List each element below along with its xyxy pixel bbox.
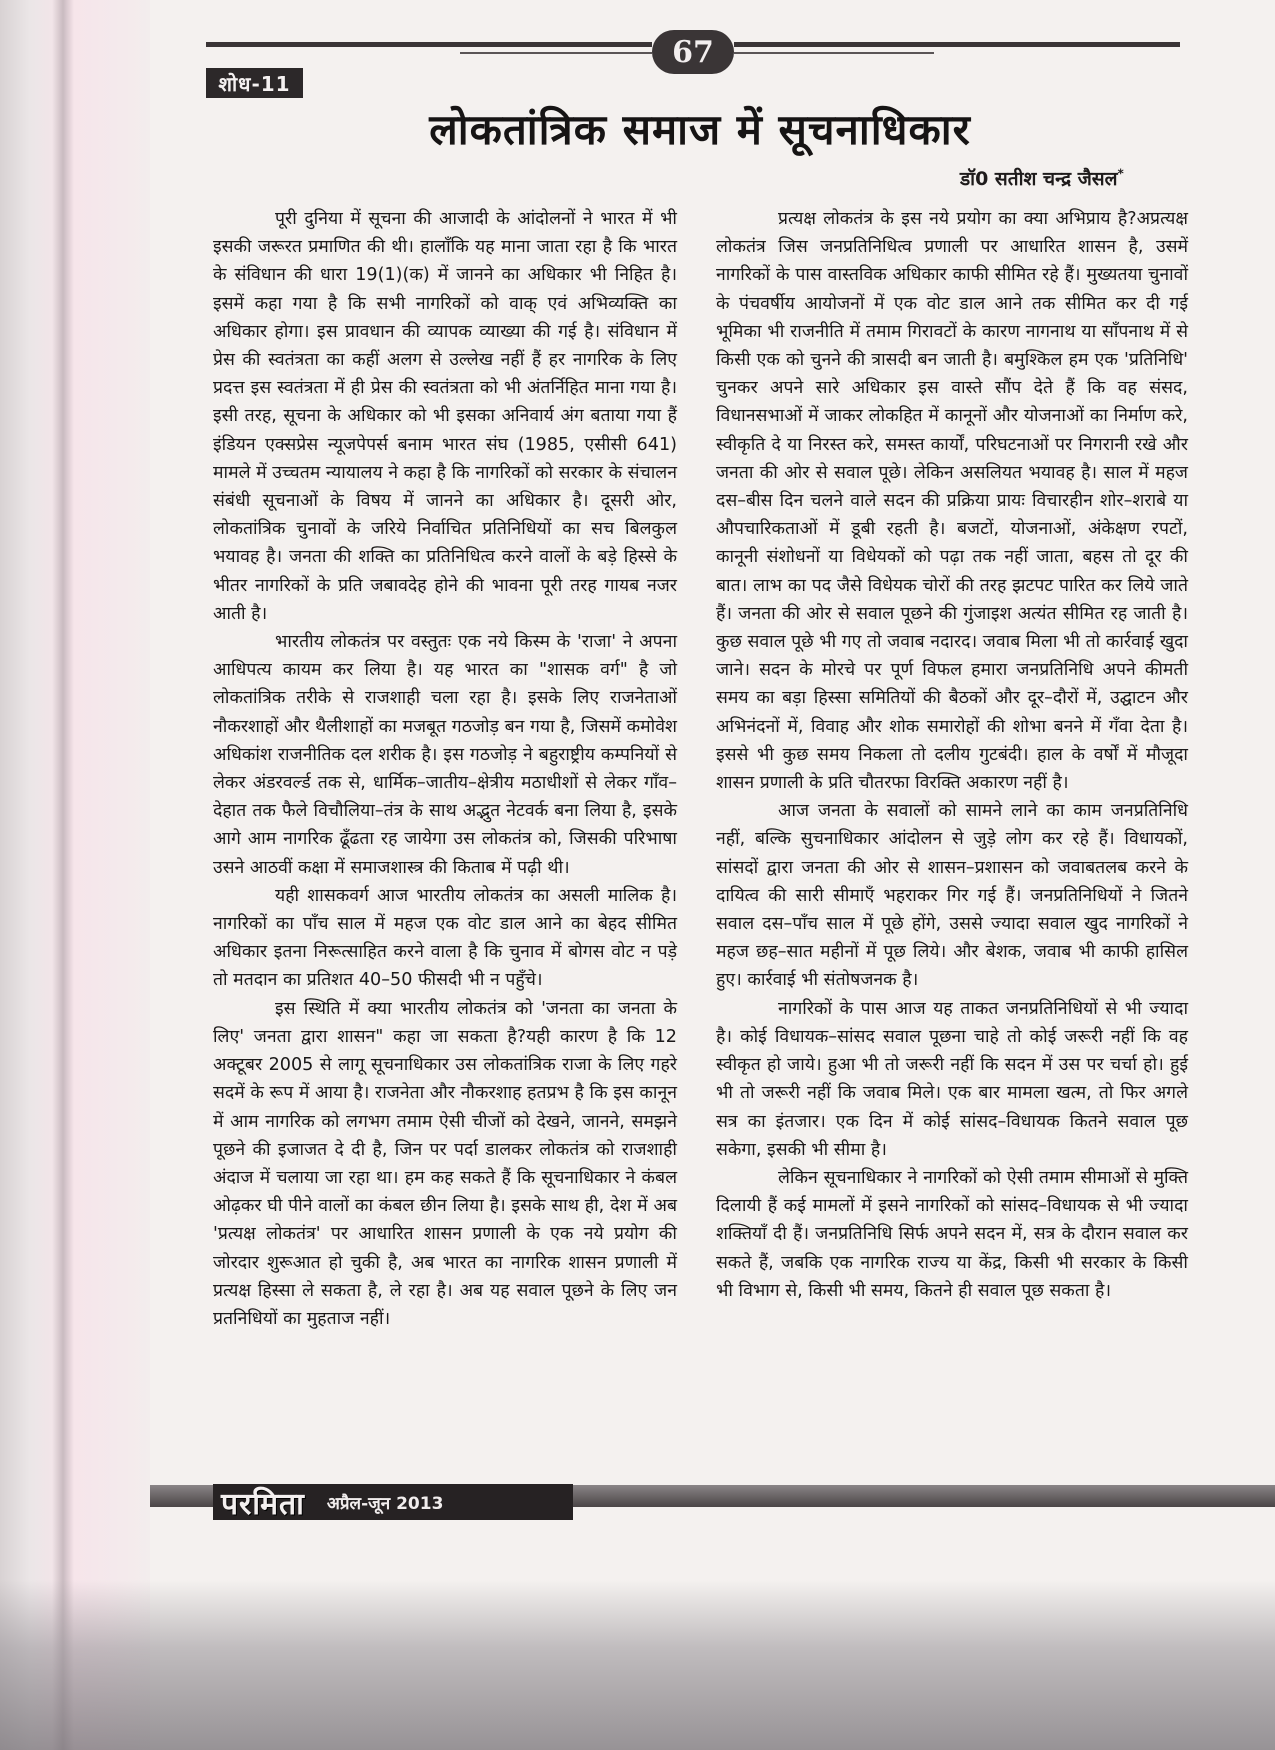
scan-shadow-left: [0, 0, 150, 1750]
header-rule-right: [734, 42, 1180, 47]
header-rule-left-thin: [460, 52, 652, 54]
bleed-through-left: [213, 98, 373, 198]
paragraph: यही शासकवर्ग आज भारतीय लोकतंत्र का असली मालिक है। नागरिकों का पाँच साल में महज एक वोट डाल आने का बेहद सीमित अधिकार इतना निरूत्साहित करने वाला है कि चुनाव में बोगस वोट न पड़े तो मतदान का प्रतिशत 40–50 फीसदी भी न पहुँचे।: [213, 885, 677, 991]
paragraph: इस स्थिति में क्या भारतीय लोकतंत्र को 'जनता का जनता के लिए' जनता द्वारा शासन" कहा जा सकता है?यही कारण है कि 12 अक्टूबर 2005 से लागू सूचनाधिकार उस लोकतांत्रिक राजा के लिए गहरे सदमें के रूप में आया है। राजनेता और नौकरशाह हतप्रभ है कि इस कानून में आम नागरिक को लगभग तमाम ऐसी चीजों को देखने, जानने, समझने पूछने की इजाजत दे दी है, जिन पर पर्दा डालकर लोकतंत्र को राजशाही अंदाज में चलाया जा रहा था। हम कह सकते हैं कि सूचनाधिकार ने कंबल ओढ़कर घी पीने वालों का कंबल छीन लिया है। इसके साथ ही, देश में अब 'प्रत्यक्ष लोकतंत्र' पर आधारित शासन प्रणाली के एक नये प्रयोग की जोरदार शुरूआत हो चुकी है, अब भारत का नागरिक शासन प्रणाली में प्रत्यक्ष हिस्सा ले सकता है, ले रहा है। अब यह सवाल पूछने के लिए जन प्रतनिधियों का मुहताज नहीं।: [213, 998, 677, 1329]
header-rule-left: [206, 42, 652, 47]
page-number: 67: [672, 34, 714, 70]
section-tag: शोध-11: [206, 68, 303, 98]
paragraph: आज जनता के सवालों को सामने लाने का काम जनप्रतिनिधि नहीं, बल्कि सुचनाधिकार आंदोलन से जुड़े लोग कर रहे हैं। विधायकों, सांसदों द्वारा जनता की ओर से शासन–प्रशासन को जवाबतलब करने के दायित्व की सारी सीमाएँ भहराकर गिर गई हैं। जनप्रतिनिधियों ने जितने सवाल दस–पाँच साल में पूछे होंगे, उससे ज्यादा सवाल खुद नागरिकों ने महज छह–सात महीनों में पूछ लिये। और बेशक, जवाब भी काफी हासिल हुए। कार्रवाई भी संतोषजनक है।: [716, 801, 1188, 991]
footer-band: [213, 1484, 573, 1520]
magazine-logo: परमिता: [221, 1486, 305, 1522]
header-rule-right-thin: [734, 52, 934, 54]
paragraph: पूरी दुनिया में सूचना की आजादी के आंदोलनों ने भारत में भी इसकी जरूरत प्रमाणित की थी। हालाँकि यह माना जाता रहा है कि भारत के संविधान की धारा 19(1)(क) में जानने का अधिकार भी निहित है। इसमें कहा गया है कि सभी नागरिकों को वाक् एवं अभिव्यक्ति का अधिकार होगा। इस प्रावधान की व्यापक व्याख्या की गई है। संविधान में प्रेस की स्वतंत्रता का कहीं अलग से उल्लेख नहीं हैं हर नागरिक के लिए प्रदत्त इस स्वतंत्रता में ही प्रेस की स्वतंत्रता को भी अंतर्निहित माना गया है। इसी तरह, सूचना के अधिकार को भी इसका अनिवार्य अंग बताया गया हैं इंडियन एक्सप्रेस न्यूजपेपर्स बनाम भारत संघ (1985, एसीसी 641) मामले में उच्चतम न्यायालय ने कहा है कि नागरिकों को सरकार के संचालन संबंधी सूचनाओं के विषय में जानने का अधिकार है। दूसरी ओर, लोकतांत्रिक चुनावों के जरिये निर्वाचित प्रतिनिधियों का सच बिलकुल भयावह है। जनता की शक्ति का प्रतिनिधित्व करने वालों के बड़े हिस्से के भीतर नागरिकों के प्रति जबावदेह होने की भावना पूरी तरह गायब नजर आती है।: [213, 209, 677, 624]
author-footnote-mark: *: [1117, 166, 1124, 181]
article-title: लोकतांत्रिक समाज में सूचनाधिकार: [429, 105, 971, 154]
author-line: [960, 165, 1124, 191]
page-number-badge: [652, 30, 734, 74]
left-column: [213, 205, 677, 1333]
bleed-through-right: [1030, 80, 1190, 140]
paragraph: भारतीय लोकतंत्र पर वस्तुतः एक नये किस्म के 'राजा' ने अपना आधिपत्य कायम कर लिया है। यह भारत का "शासक वर्ग" है जो लोकतांत्रिक तरीके से राजशाही चला रहा है। इसके लिए राजनेताओं नौकरशाहों और थैलीशाहों का मजबूत गठजोड़ बन गया है, जिसमें कमोवेश अधिकांश राजनीतिक दल शरीक है। इस गठजोड़ ने बहुराष्ट्रीय कम्पनियों से लेकर अंडरवर्ल्ड तक से, धार्मिक–जातीय–क्षेत्रीय मठाधीशों से लेकर गाँव–देहात तक फैले विचौलिया–तंत्र के साथ अद्भुत नेटवर्क बना लिया है, इसके आगे आम नागरिक ढूँढता रह जायेगा उस लोकतंत्र को, जिसकी परिभाषा उसने आठवीं कक्षा में समाजशास्त्र की किताब में पढ़ी थी।: [213, 632, 677, 878]
paragraph: नागरिकों के पास आज यह ताकत जनप्रतिनिधियों से भी ज्यादा है। कोई विधायक–सांसद सवाल पूछना चाहे तो कोई जरूरी नहीं कि वह स्वीकृत हो जाये। हुआ भी तो जरूरी नहीं कि सदन में उस पर चर्चा हो। हुई भी तो जरूरी नहीं कि जवाब मिले। एक बार मामला खत्म, तो फिर अगले सत्र का इंतजार। एक दिन में कोई सांसद–विधायक कितने सवाल पूछ सकेगा, इसकी भी सीमा है।: [716, 998, 1188, 1160]
author-name: डॉ0 सतीश चन्द्र जैसल: [960, 168, 1118, 190]
scan-fold: [52, 0, 74, 1750]
issue-date: अप्रैल-जून 2013: [326, 1493, 444, 1514]
paragraph: लेकिन सूचनाधिकार ने नागरिकों को ऐसी तमाम सीमाओं से मुक्ति दिलायी हैं कई मामलों में इसने नागरिकों को सांसद–विधायक से भी ज्यादा शक्तियाँ दी हैं। जनप्रतिनिधि सिर्फ अपने सदन में, सत्र के दौरान सवाल कर सकते हैं, जबकि एक नागरिक राज्य या केंद्र, किसी भी सरकार के किसी भी विभाग से, किसी भी समय, कितने ही सवाल पूछ सकता है।: [716, 1167, 1188, 1301]
right-column: [716, 205, 1188, 1305]
paragraph: प्रत्यक्ष लोकतंत्र के इस नये प्रयोग का क्या अभिप्राय है?अप्रत्यक्ष लोकतंत्र जिस जनप्रतिनिधित्व प्रणाली पर आधारित शासन है, उसमें नागरिकों के पास वास्तविक अधिकार काफी सीमित रहे हैं। मुख्यतया चुनावों के पंचवर्षीय आयोजनों में एक वोट डाल आने तक सीमित कर दी गई भूमिका भी राजनीति में तमाम गिरावटों के कारण नागनाथ या साँपनाथ में से किसी एक को चुनने की त्रासदी बन जाती है। बमुश्किल हम एक 'प्रतिनिधि' चुनकर अपने सारे अधिकार इस वास्ते सौंप देते हैं कि वह संसद, विधानसभाओं में जाकर लोकहित में कानूनों और योजनाओं का निर्माण करे, स्वीकृति दे या निरस्त करे, समस्त कार्यों, परिघटनाओं पर निगरानी रखे और जनता की ओर से सवाल पूछे। लेकिन असलियत भयावह है। साल में महज दस–बीस दिन चलने वाले सदन की प्रक्रिया प्रायः विचारहीन शोर–शराबे या औपचारिकताओं में डूबी रहती है। बजटों, योजनाओं, अंकेक्षण रपटों, कानूनी संशोधनों या विधेयकों को पढ़ा तक नहीं जाता, बहस तो दूर की बात। लाभ का पद जैसे विधेयक चोरों की तरह झटपट पारित कर लिये जाते हैं। जनता की ओर से सवाल पूछने की गुंजाइश अत्यंत सीमित रह जाती है। कुछ सवाल पूछे भी गए तो जवाब नदारद। जवाब मिला भी तो कार्रवाई खुदा जाने। सदन के मोरचे पर पूर्ण विफल हमारा जनप्रतिनिधि अपने कीमती समय का बड़ा हिस्सा समितियों की बैठकों और दूर–दौरों में, उद्घाटन और अभिनंदनों में, विवाह और शोक समारोहों की शोभा बनने में गँवा देता है। इससे भी कुछ समय निकला तो दलीय गुटबंदी। हाल के वर्षों में मौजूदा शासन प्रणाली के प्रति चौतरफा विरक्ति अकारण नहीं है।: [716, 209, 1188, 794]
scan-shadow-bottom: [0, 1580, 1275, 1750]
